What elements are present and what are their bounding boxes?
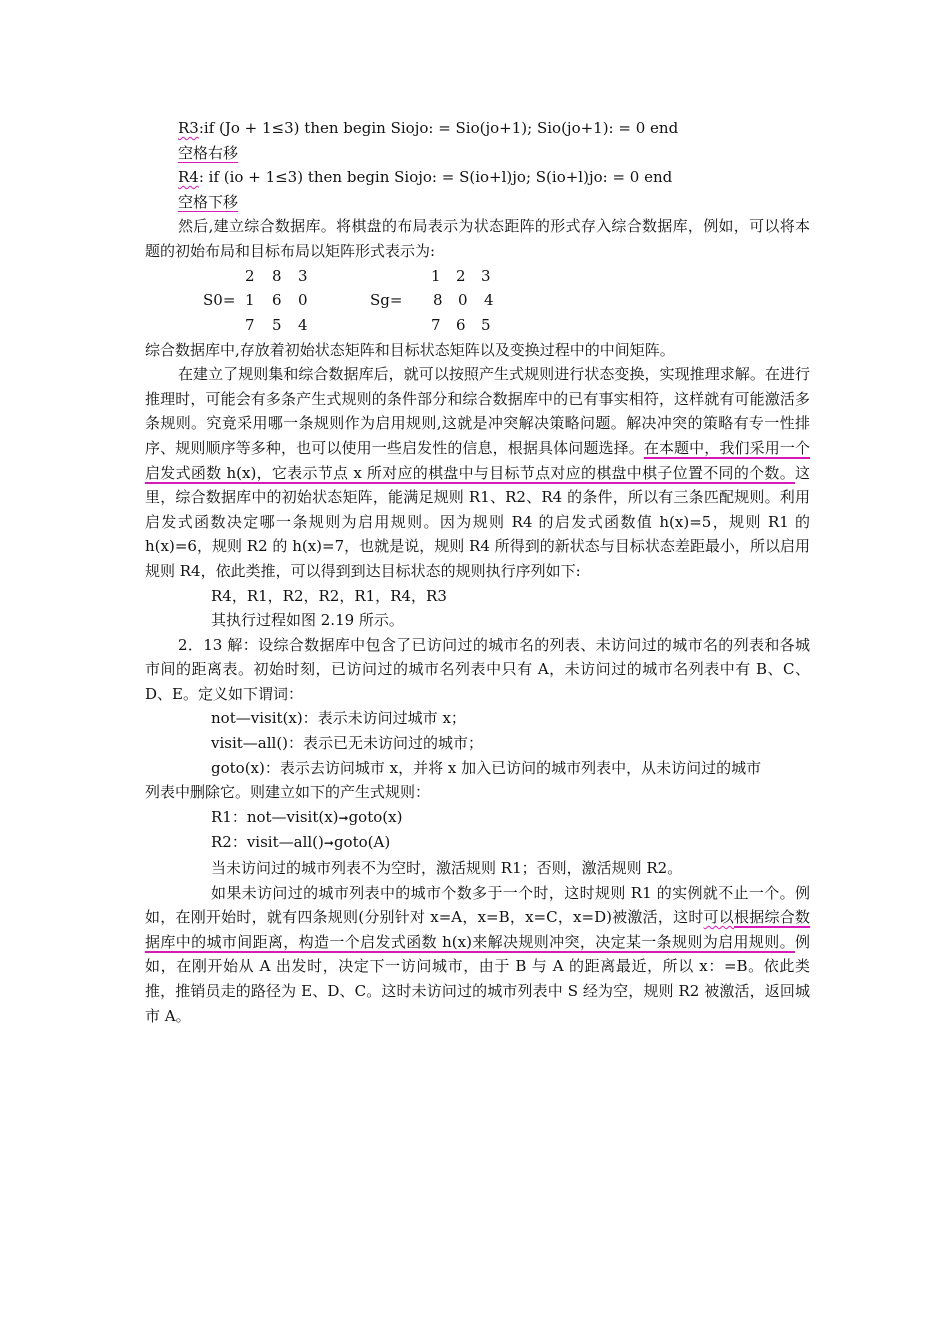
reasoning-part2: 这里，综合数据库中的初始状态矩阵，能满足规则 R1、R2、R4 的条件，所以有三条匹配规则。利用启发式函数决定哪一条规则为启用规则。因为规则 R4 的启发式函数值 h(x)=5，规则 R1 的 h(x)=6，规则 R2 的 h(x)=7，也就是说，规则 R4 所得到的新状态与目标状态差距最小，所以启用规则 R4，依此类推，可以得到到达目标状态的规则执行序列如下: [145,463,810,580]
predicate-not-visit: not—visit(x)：表示未访问过城市 x； [211,709,466,728]
conflict-part-b: 例如，在刚开始从 A 出发时，决定下一访问城市，由于 B 与 A 的距离最近，所以 x：=B。依此类推，推销员走的路径为 E、D、C。这时未访问过的城市列表中 S 经为空，规则 R2 被激活，返回城市 A。 [145,932,810,1025]
rule-r4 [145,165,810,190]
arrow-right-icon: ➞ [323,836,334,851]
conflict-paragraph [145,881,810,1029]
s0-cell: 8 [272,266,282,285]
s0-cell: 4 [298,315,308,334]
r2-action: goto(A) [333,833,391,852]
rule-r3-caption: 空格右移 [178,143,239,162]
sg-cell: 1 [431,266,441,285]
s0-cell: 3 [298,266,308,285]
rule-r4-caption-line [145,190,810,215]
conflict-highlight: 根据综合数据库中的城市间距离，构造一个启发式函数 h(x)来解决规则冲突，决定某一条规则为启用规则。 [145,908,810,951]
matrix-row-1 [145,264,810,289]
sg-cell: 3 [481,266,491,285]
production-rule-r2 [145,830,810,856]
conflict-wavy: 可以 [703,908,735,927]
rule-r4-text: : if (io + 1≤3) then begin Siojo: = S(io+l)jo; S(io+l)jo: = 0 end [198,168,673,187]
rule-r3 [145,116,810,141]
document-body [145,116,810,1028]
r2-condition: R2：visit—all() [211,833,324,852]
reasoning-part1: 在建立了规则集和综合数据库后，就可以按照产生式规则进行状态变换，实现推理求解。在进行推理时，可能会有多条产生式规则的条件部分和综合数据库中的已有事实相符，这样就有可能激活多条规则。究竟采用哪一条规则作为启用规则,这就是冲突解决策略问题。解决冲突的策略有专一性排序、规则顺序等多种，也可以使用一些启发性的信息，根据具体问题选择。 [145,365,810,457]
rule-r3-caption-line [145,141,810,166]
sg-cell: 5 [481,315,491,334]
sg-cell: 6 [456,315,466,334]
production-rule-r1 [145,805,810,831]
matrix-row-3 [145,313,810,338]
matrix-block [145,264,810,338]
rule-r3-label: R3 [178,119,199,137]
sg-cell: 4 [484,291,494,310]
s0-cell: 6 [272,291,282,310]
after-matrix-text: 综合数据库中,存放着初始状态矩阵和目标状态矩阵以及变换过程中的中间矩阵。 [145,340,675,359]
sg-cell: 8 [433,291,443,310]
sg-cell: 0 [458,291,468,310]
s0-cell: 7 [245,315,255,334]
predicate-goto: goto(x)：表示去访问城市 x，并将 x 加入已访问的城市列表中，从未访问过的城市 [211,758,762,777]
s0-cell: 1 [245,291,255,310]
heuristic-highlight: 在本题中，我们采用一个启发式函数 h(x)，它表示节点 x 所对应的棋盘中与目标节点对应的棋盘中棋子位置不同的个数。 [145,438,810,482]
conflict-part-a: 如果未访问过的城市列表中的城市个数多于一个时，这时规则 R1 的实例就不止一个。例如，在刚开始时，就有四条规则(分别针对 x=A，x=B，x=C，x=D)被激活，这时 [145,883,810,927]
figure-reference: 其执行过程如图 2.19 所示。 [211,611,404,630]
r1-action: goto(x) [348,807,403,826]
s0-label: S0= [203,291,236,310]
predicate-visit-all: visit—all()：表示已无未访问过的城市； [211,734,484,753]
predicate-goto-continued: 列表中删除它。则建立如下的产生式规则： [145,783,431,802]
s0-cell: 0 [298,291,308,310]
sg-cell: 2 [456,266,466,285]
rule-sequence: R4，R1，R2，R2，R1，R4，R3 [211,586,447,605]
rule-r3-text: :if (Jo + 1≤3) then begin Siojo: = Sio(jo+1); Sio(jo+1): = 0 end [198,119,679,137]
intro-paragraph: 然后,建立综合数据库。将棋盘的布局表示为状态距阵的形式存入综合数据库，例如，可以将本题的初始布局和目标布局以矩阵形式表示为: [145,217,810,260]
rule-r4-label: R4 [178,168,199,187]
s0-cell: 5 [272,315,282,334]
s0-cell: 2 [245,266,255,285]
rule-r4-caption: 空格下移 [178,192,239,211]
arrow-right-icon: ➞ [338,810,349,825]
q213-intro: 2．13 解：设综合数据库中包含了已访问过的城市名的列表、未访问过的城市名的列表和各城市间的距离表。初始时刻，已访问过的城市名列表中只有 A，未访问过的城市名列表中有 B、C、D、E。定义如下谓词： [145,635,810,703]
matrix-row-2 [145,288,810,313]
reasoning-paragraph [145,362,810,583]
activation-note: 当未访问过的城市列表不为空时，激活规则 R1；否则，激活规则 R2。 [211,859,683,878]
sg-cell: 7 [431,315,441,334]
r1-condition: R1：not—visit(x) [211,807,339,826]
sg-label: Sg= [370,291,403,310]
